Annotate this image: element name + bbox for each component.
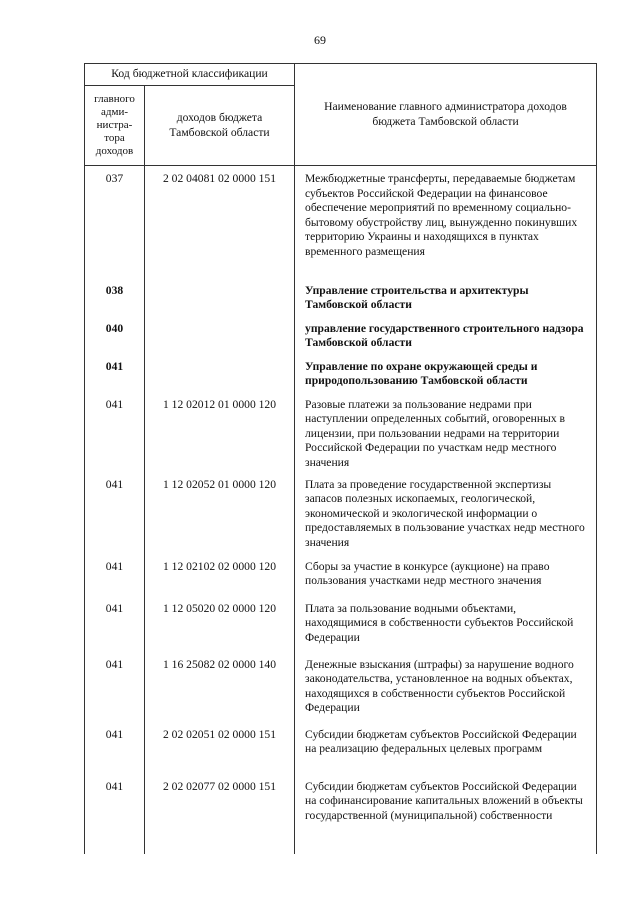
income-code-cell: 2 02 02077 02 0000 151 (145, 774, 295, 854)
admin-code-cell: 041 (85, 392, 145, 472)
admin-code-cell: 041 (85, 774, 145, 854)
admin-name-cell: Субсидии бюджетам субъектов Российской Федерации на софинансирование капитальных вложений в объекты государственной (муниципальной) собственности (295, 774, 597, 854)
income-code-cell (145, 354, 295, 392)
table-row (85, 652, 597, 722)
admin-code-cell: 041 (85, 722, 145, 774)
table-row (85, 774, 597, 854)
table-row (85, 722, 597, 774)
income-code-cell: 2 02 04081 02 0000 151 (145, 166, 295, 278)
admin-name-cell: управление государственного строительного надзора Тамбовской области (295, 316, 597, 354)
admin-name-cell: Сборы за участие в конкурсе (аукционе) на право пользования участками недр местного значения (295, 554, 597, 596)
income-code-cell (145, 316, 295, 354)
table-body (85, 166, 597, 854)
admin-name-cell: Управление по охране окружающей среды и природопользованию Тамбовской области (295, 354, 597, 392)
income-code-cell: 1 12 02052 01 0000 120 (145, 472, 295, 554)
table-row (85, 596, 597, 652)
income-code-cell: 1 16 25082 02 0000 140 (145, 652, 295, 722)
admin-name-cell: Разовые платежи за пользование недрами при наступлении определенных событий, оговоренных в лицензии, при пользовании недрами на территории Российской Федерации по участкам недр местного значения (295, 392, 597, 472)
table-row (85, 472, 597, 554)
header-admin-name: Наименование главного администратора доходов бюджета Тамбовской области (295, 64, 597, 166)
table-row (85, 554, 597, 596)
income-code-cell (145, 278, 295, 316)
table-row (85, 392, 597, 472)
admin-code-cell: 037 (85, 166, 145, 278)
table-header (85, 64, 597, 166)
admin-name-cell: Плата за пользование водными объектами, находящимися в собственности субъектов Российской Федерации (295, 596, 597, 652)
income-code-cell: 1 12 05020 02 0000 120 (145, 596, 295, 652)
admin-code-cell: 041 (85, 354, 145, 392)
table-row (85, 278, 597, 316)
table-row (85, 316, 597, 354)
admin-name-cell: Межбюджетные трансферты, передаваемые бюджетам субъектов Российской Федерации на финансовое обеспечение мероприятий по временному социально-бытовому обустройству лиц, вынужденно покинувших территорию Украины и находящихся в пунктах временного размещения (295, 166, 597, 278)
admin-name-cell: Денежные взыскания (штрафы) за нарушение водного законодательства, установленное на водных объектах, находящихся в собственности субъектов Российской Федерации (295, 652, 597, 722)
header-code-group: Код бюджетной классификации (85, 64, 295, 86)
admin-code-cell: 038 (85, 278, 145, 316)
admin-name-cell: Управление строительства и архитектуры Тамбовской области (295, 278, 597, 316)
admin-name-cell: Плата за проведение государственной экспертизы запасов полезных ископаемых, геологической, экономической и экологической информации о предоставляемых в пользование участках недр местного значения (295, 472, 597, 554)
admin-code-cell: 041 (85, 472, 145, 554)
income-code-cell: 1 12 02012 01 0000 120 (145, 392, 295, 472)
admin-code-cell: 040 (85, 316, 145, 354)
admin-name-cell: Субсидии бюджетам субъектов Российской Федерации на реализацию федеральных целевых программ (295, 722, 597, 774)
header-income-code: доходов бюджета Тамбовской области (145, 86, 295, 166)
income-code-cell: 2 02 02051 02 0000 151 (145, 722, 295, 774)
table-row (85, 354, 597, 392)
admin-code-cell: 041 (85, 596, 145, 652)
admin-code-cell: 041 (85, 554, 145, 596)
income-code-cell: 1 12 02102 02 0000 120 (145, 554, 295, 596)
header-admin-code: главного адми-нистра-тора доходов (85, 86, 145, 166)
budget-classification-table (84, 63, 597, 854)
table-row (85, 166, 597, 278)
admin-code-cell: 041 (85, 652, 145, 722)
page-number: 69 (314, 33, 326, 47)
